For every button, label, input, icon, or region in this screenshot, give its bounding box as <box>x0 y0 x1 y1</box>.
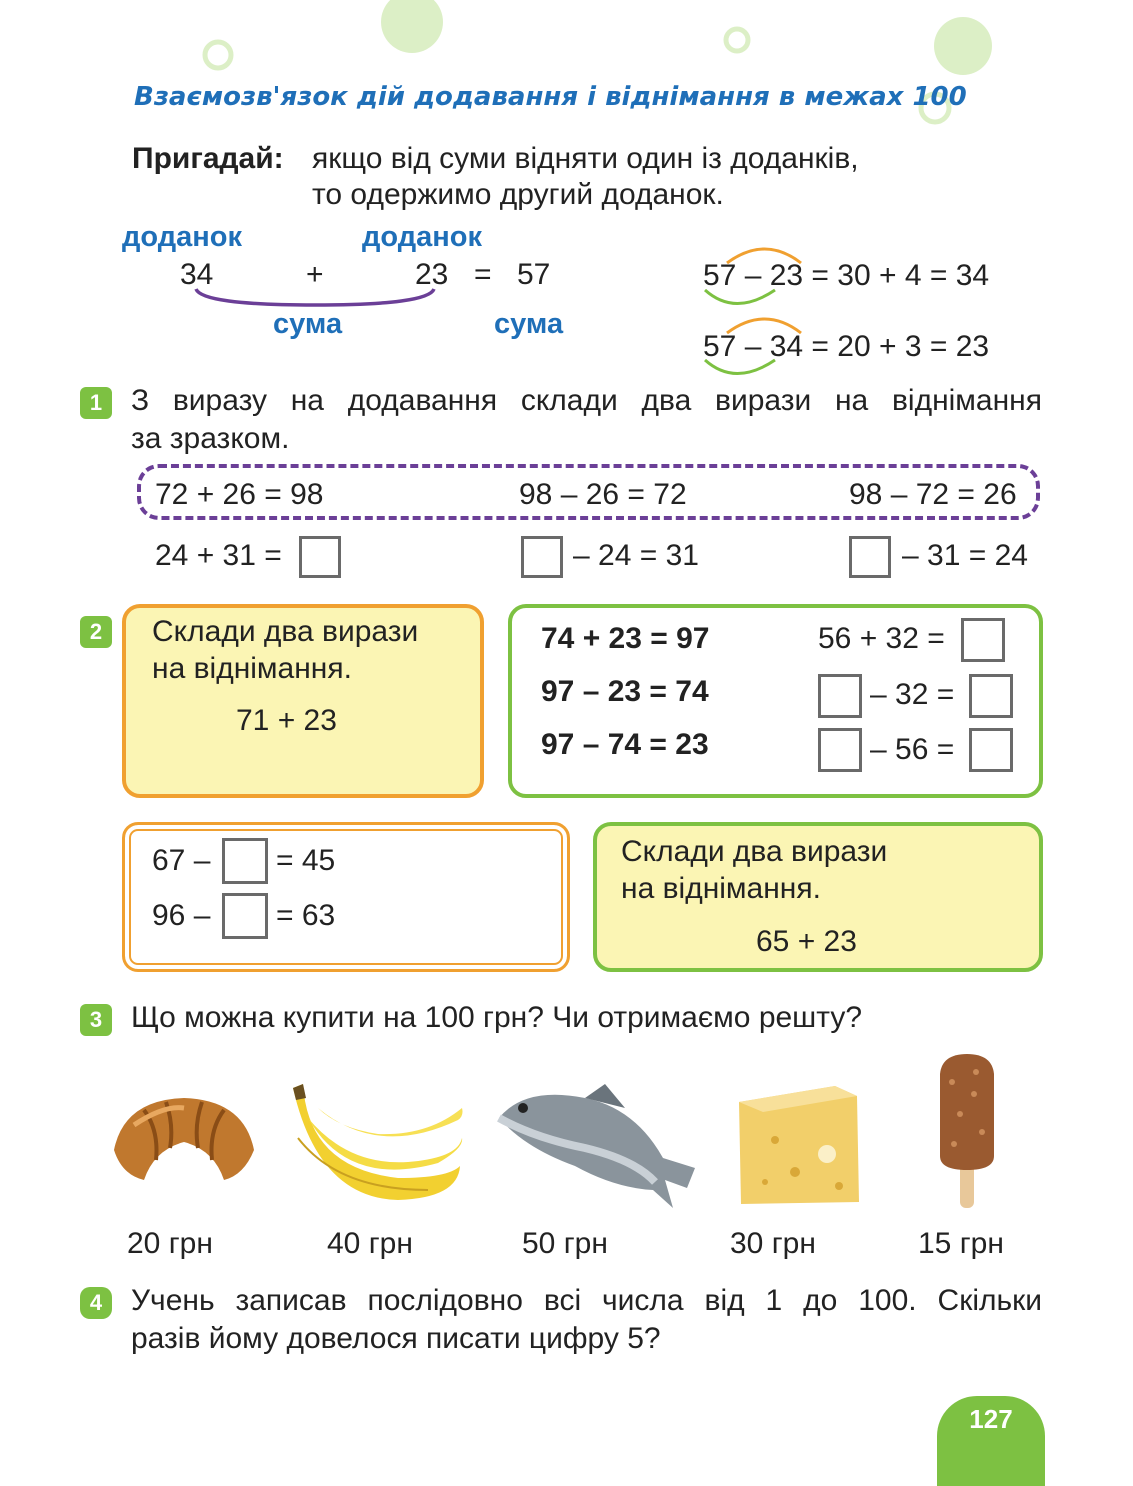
calc-line-2: 57 – 34 = 20 + 3 = 23 <box>703 330 990 363</box>
task-4-text-line-2: разів йому довелося писати цифру 5? <box>131 1322 661 1355</box>
sum-label-1: сума <box>273 308 343 340</box>
card-2-eq-2: 97 – 23 = 74 <box>541 675 709 708</box>
addend-label-2: доданок <box>362 221 483 253</box>
page-title: Взаємозв'язок дій додавання і віднімання в межах 100 <box>134 82 967 112</box>
answer-box[interactable] <box>849 536 891 578</box>
card-3-l1b: = 45 <box>276 844 336 877</box>
task-1-badge: 1 <box>80 387 112 419</box>
decorative-circles <box>0 0 1133 140</box>
answer-box[interactable] <box>818 674 862 718</box>
card-4-line-2: на віднімання. <box>621 872 821 905</box>
sum-label-2: сума <box>494 308 564 340</box>
card-3-l1a: 67 – <box>152 844 211 877</box>
task-3-text: Що можна купити на 100 грн? Чи отримаємо решту? <box>131 1001 863 1034</box>
task-1-text-line-1: З виразу на додавання склади два вирази на віднімання <box>131 384 1042 417</box>
card-3-l2b: = 63 <box>276 899 336 932</box>
card-2-eq-3: 97 – 74 = 23 <box>541 728 709 761</box>
task-4-badge: 4 <box>80 1287 112 1319</box>
price-ice-cream: 15 грн <box>918 1227 1004 1260</box>
price-bananas: 40 грн <box>327 1227 413 1260</box>
bananas-image <box>278 1078 468 1208</box>
answer-box[interactable] <box>818 728 862 772</box>
card-4-expr: 65 + 23 <box>756 925 857 958</box>
card-1-line-2: на віднімання. <box>152 652 352 685</box>
page-number: 127 <box>969 1404 1013 1434</box>
task-4-text-line-1: Учень записав послідовно всі числа від 1 до 100. Скільки <box>131 1284 1042 1317</box>
card-2-r1: 56 + 32 = <box>818 622 945 655</box>
fish-image <box>495 1078 705 1218</box>
card-1-expr: 71 + 23 <box>236 704 337 737</box>
answer-box[interactable] <box>299 536 341 578</box>
example-eq: = <box>474 258 492 291</box>
price-croissant: 20 грн <box>127 1227 213 1260</box>
card-2-eq-1: 74 + 23 = 97 <box>541 622 710 655</box>
example-plus: + <box>306 258 324 291</box>
answer-box[interactable] <box>969 728 1013 772</box>
task-1-row2-b: – 24 = 31 <box>573 539 699 572</box>
task-1-row2-a: 24 + 31 = <box>155 539 282 572</box>
remember-line-1: якщо від суми відняти один із доданків, <box>312 142 859 175</box>
task-1-text-line-2: за зразком. <box>131 422 290 455</box>
price-fish: 50 грн <box>522 1227 608 1260</box>
sample-expr-1: 72 + 26 = 98 <box>155 478 324 511</box>
answer-box[interactable] <box>222 838 268 884</box>
cheese-image <box>735 1082 865 1207</box>
price-cheese: 30 грн <box>730 1227 816 1260</box>
sample-expr-3: 98 – 72 = 26 <box>849 478 1017 511</box>
addend-label-1: доданок <box>122 221 243 253</box>
ice-cream-image <box>932 1052 1002 1212</box>
answer-box[interactable] <box>521 536 563 578</box>
task-3-badge: 3 <box>80 1004 112 1036</box>
answer-box[interactable] <box>222 893 268 939</box>
remember-line-2: то одержимо другий доданок. <box>312 178 724 211</box>
card-2-r3: – 56 = <box>870 733 955 766</box>
answer-box[interactable] <box>969 674 1013 718</box>
card-3-l2a: 96 – <box>152 899 211 932</box>
card-2-r2: – 32 = <box>870 678 955 711</box>
calc-line-1: 57 – 23 = 30 + 4 = 34 <box>703 259 990 292</box>
sample-expr-2: 98 – 26 = 72 <box>519 478 687 511</box>
example-a: 34 <box>180 258 214 291</box>
remember-label: Пригадай: <box>132 142 284 175</box>
card-4-line-1: Склади два вирази <box>621 835 888 868</box>
card-1-line-1: Склади два вирази <box>152 615 419 648</box>
task-2-badge: 2 <box>80 616 112 648</box>
answer-box[interactable] <box>961 618 1005 662</box>
example-sum: 57 <box>517 258 551 291</box>
task-1-row2-c: – 31 = 24 <box>902 539 1028 572</box>
example-b: 23 <box>415 258 449 291</box>
croissant-image <box>104 1080 264 1190</box>
